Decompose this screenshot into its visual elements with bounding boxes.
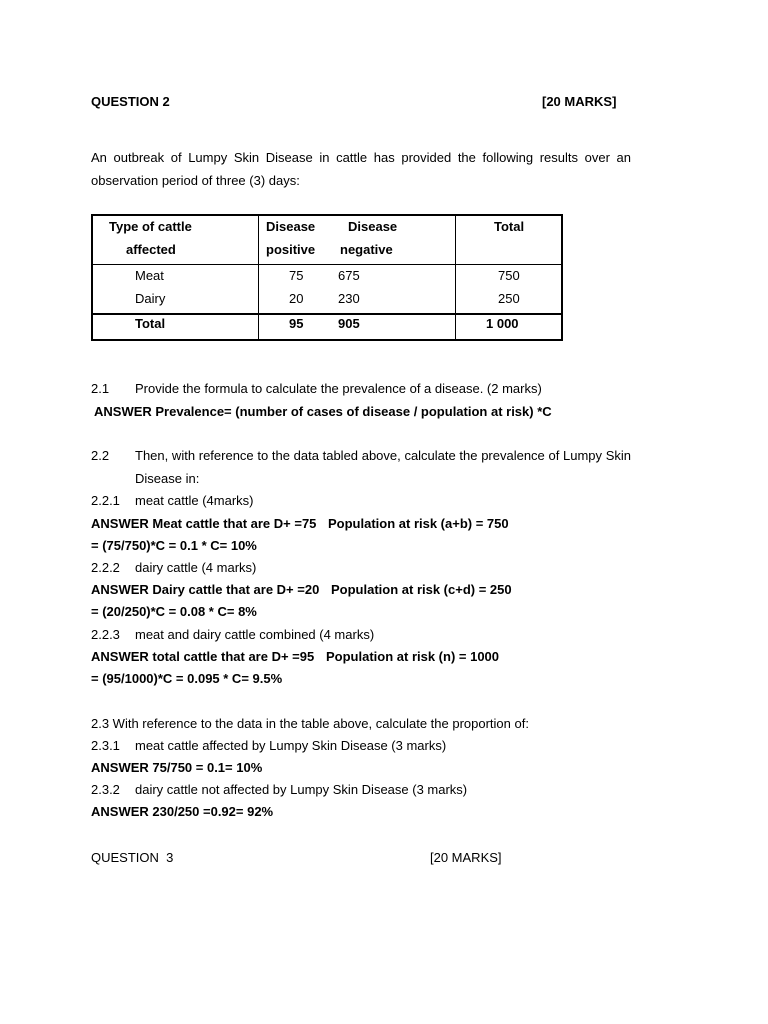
results-table [91,214,563,341]
q231-answer: ANSWER 75/750 = 0.1= 10% [91,760,263,775]
table-header-row [92,215,562,265]
q22-text-line1: Then, with reference to the data tabled above, calculate the prevalence of Lumpy Skin [135,448,631,463]
q223-answer-line1: ANSWER total cattle that are D+ =95 [91,649,315,664]
row-type: Meat [135,268,164,283]
q23-text: 2.3 With reference to the data in the table above, calculate the proportion of: [91,716,529,731]
header-type-line2: affected [126,242,176,257]
q223-text: meat and dairy cattle combined (4 marks) [135,627,375,642]
header-type-line1: Type of cattle [109,219,192,234]
row-negative: 230 [338,291,360,306]
q223-answer-line2: = (95/1000)*C = 0.095 * C= 9.5% [91,671,283,686]
q221-answer-population: Population at risk (a+b) = 750 [328,516,509,531]
q22-text-line2: Disease in: [135,471,200,486]
row-type: Dairy [135,291,166,306]
table-row [92,265,562,290]
q221-number: 2.2.1 [91,493,120,508]
q222-text: dairy cattle (4 marks) [135,560,257,575]
question-3-heading: QUESTION 3 [91,850,174,865]
header-total: Total [494,219,525,234]
question-2-marks: [20 MARKS] [542,94,617,109]
total-type: Total [135,316,166,331]
intro-paragraph: An outbreak of Lumpy Skin Disease in cattle has provided the following results over an observation period of three (3) days: [91,150,631,188]
header-negative-line1: Disease [348,219,398,234]
q21-number: 2.1 [91,381,110,396]
total-negative: 905 [338,316,360,331]
row-positive: 20 [289,291,304,306]
table-total-row [92,314,562,340]
q222-answer-population: Population at risk (c+d) = 250 [331,582,512,597]
q22-number: 2.2 [91,448,110,463]
q21-answer: ANSWER Prevalence= (number of cases of disease / population at risk) *C [94,404,552,419]
row-total: 250 [498,291,520,306]
q223-answer-population: Population at risk (n) = 1000 [326,649,500,664]
question-3-marks: [20 MARKS] [430,850,502,865]
q232-number: 2.3.2 [91,782,120,797]
q232-answer: ANSWER 230/250 =0.92= 92% [91,804,274,819]
q232-text: dairy cattle not affected by Lumpy Skin Disease (3 marks) [135,782,468,797]
q222-number: 2.2.2 [91,560,120,575]
header-positive-line2: positive [266,242,316,257]
q222-answer-line2: = (20/250)*C = 0.08 * C= 8% [91,604,257,619]
row-negative: 675 [338,268,360,283]
question-2-heading: QUESTION 2 [91,94,170,109]
total-total: 1 000 [486,316,519,331]
total-positive: 95 [289,316,304,331]
q221-text: meat cattle (4marks) [135,493,254,508]
header-negative-line2: negative [340,242,393,257]
header-positive-line1: Disease [266,219,316,234]
q231-number: 2.3.1 [91,738,120,753]
q221-answer-line2: = (75/750)*C = 0.1 * C= 10% [91,538,257,553]
q223-number: 2.2.3 [91,627,120,642]
row-positive: 75 [289,268,304,283]
q222-answer-line1: ANSWER Dairy cattle that are D+ =20 [91,582,320,597]
q221-answer-line1: ANSWER Meat cattle that are D+ =75 [91,516,317,531]
q21-text: Provide the formula to calculate the prevalence of a disease. (2 marks) [135,381,542,396]
q231-text: meat cattle affected by Lumpy Skin Disease (3 marks) [135,738,447,753]
row-total: 750 [498,268,520,283]
table-row [92,289,562,314]
